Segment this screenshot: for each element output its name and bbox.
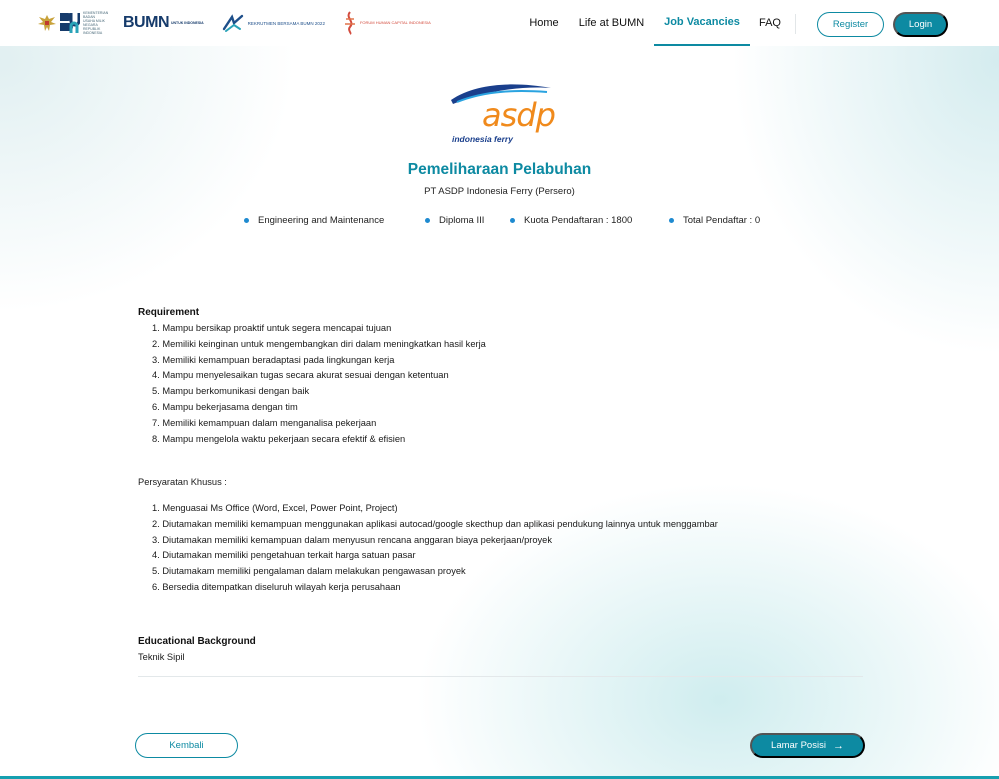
meta-job-field <box>244 213 384 227</box>
bumn-sub-caption: UNTUK INDONESIA <box>171 21 204 25</box>
meta-quota <box>510 213 632 227</box>
list-item: 4. Diutamakan memiliki pengetahuan terkait harga satuan pasar <box>152 550 416 561</box>
education-title: Educational Background <box>138 636 256 647</box>
forum-caption: FORUM HUMAN CAPITAL INDONESIA <box>359 19 431 25</box>
partner-logos <box>36 8 449 38</box>
list-item: 5. Mampu berkomunikasi dengan baik <box>152 386 310 397</box>
asdp-tagline: indonesia ferry <box>452 134 513 144</box>
top-navbar <box>0 0 999 46</box>
requirement-title: Requirement <box>138 307 200 318</box>
fhci-flame-icon <box>343 11 357 35</box>
nav-life-at-bumn[interactable]: Life at BUMN <box>578 17 645 29</box>
list-item: 6. Bersedia ditempatkan diseluruh wilayah kerja perusahaan <box>152 581 401 592</box>
list-item: 6. Mampu bekerjasama dengan tim <box>152 401 298 412</box>
special-requirements-title: Persyaratan Khusus : <box>138 477 227 487</box>
list-item: 5. Diutamakam memiliki pengalaman dalam melakukan pengawasan proyek <box>152 566 466 577</box>
register-button[interactable]: Register <box>817 12 884 37</box>
list-item: 8. Mampu mengelola waktu pekerjaan secara efektif & efisien <box>152 433 406 444</box>
job-meta <box>0 213 999 227</box>
bumn-emblem-icon <box>58 11 80 35</box>
meta-job-field-text: Engineering and Maintenance <box>258 214 385 226</box>
forum-human-capital-logo[interactable] <box>343 11 431 35</box>
rekrutmen-mark-icon <box>222 13 244 33</box>
bumn-untuk-indonesia-logo[interactable] <box>123 14 204 32</box>
meta-education-level <box>425 213 484 227</box>
bullet-dot-icon <box>244 218 249 223</box>
company-name: PT ASDP Indonesia Ferry (Persero) <box>424 186 575 197</box>
list-item: 4. Mampu menyelesaikan tugas secara akurat sesuai dengan ketentuan <box>152 370 449 381</box>
kementerian-caption: KEMENTERIAN BADAN USAHA MILIK NEGARA REPUBLIK INDONESIA <box>83 11 109 35</box>
nav-divider <box>795 14 796 34</box>
education-value: Teknik Sipil <box>138 652 185 662</box>
garuda-icon <box>36 13 58 33</box>
bullet-dot-icon <box>510 218 515 223</box>
bumn-wordmark: BUMN <box>123 14 169 31</box>
list-item: 2. Memiliki keinginan untuk mengembangkan diri dalam meningkatkan hasil kerja <box>152 338 486 349</box>
asdp-wordmark: asdp <box>482 96 555 134</box>
login-button[interactable]: Login <box>893 12 948 37</box>
list-item: 1. Mampu bersikap proaktif untuk segera mencapai tujuan <box>152 323 392 333</box>
nav-job-vacancies[interactable]: Job Vacancies <box>654 0 750 46</box>
apply-button[interactable] <box>750 733 865 758</box>
back-button[interactable]: Kembali <box>135 733 238 758</box>
list-item: 1. Menguasai Ms Office (Word, Excel, Power Point, Project) <box>152 503 398 513</box>
list-item: 3. Memiliki kemampuan beradaptasi pada lingkungan kerja <box>152 354 395 365</box>
kementerian-bumn-logo[interactable] <box>36 11 109 35</box>
rekrutmen-bersama-logo[interactable] <box>222 13 325 33</box>
special-requirements-list <box>138 501 718 596</box>
nav-faq[interactable]: FAQ <box>758 17 781 29</box>
requirement-list <box>138 321 486 447</box>
list-item: 7. Memiliki kemampuan dalam menganalisa pekerjaan <box>152 417 377 428</box>
rekrutmen-caption: REKRUTMEN BERSAMA BUMN 2022 <box>247 20 325 26</box>
nav-home[interactable]: Home <box>529 17 559 29</box>
section-divider <box>138 676 863 677</box>
list-item: 2. Diutamakan memiliki kemampuan menggunakan aplikasi autocad/google skecthup dan aplikasi pendukung lainnya untuk menggambar <box>152 518 718 529</box>
meta-total-applicants <box>669 213 760 227</box>
arrow-right-icon: → <box>832 739 844 752</box>
bullet-dot-icon <box>669 218 674 223</box>
list-item: 3. Diutamakan memiliki kemampuan dalam menyusun rencana anggaran biaya pekerjaan/proyek <box>152 534 552 545</box>
bullet-dot-icon <box>425 218 430 223</box>
meta-education-level-text: Diploma III <box>439 214 485 226</box>
meta-total-applicants-text: Total Pendaftar : 0 <box>683 214 761 226</box>
job-title: Pemeliharaan Pelabuhan <box>407 161 592 178</box>
company-logo <box>447 80 555 148</box>
apply-button-label: Lamar Posisi <box>771 740 826 751</box>
meta-quota-text: Kuota Pendaftaran : 1800 <box>524 214 633 226</box>
